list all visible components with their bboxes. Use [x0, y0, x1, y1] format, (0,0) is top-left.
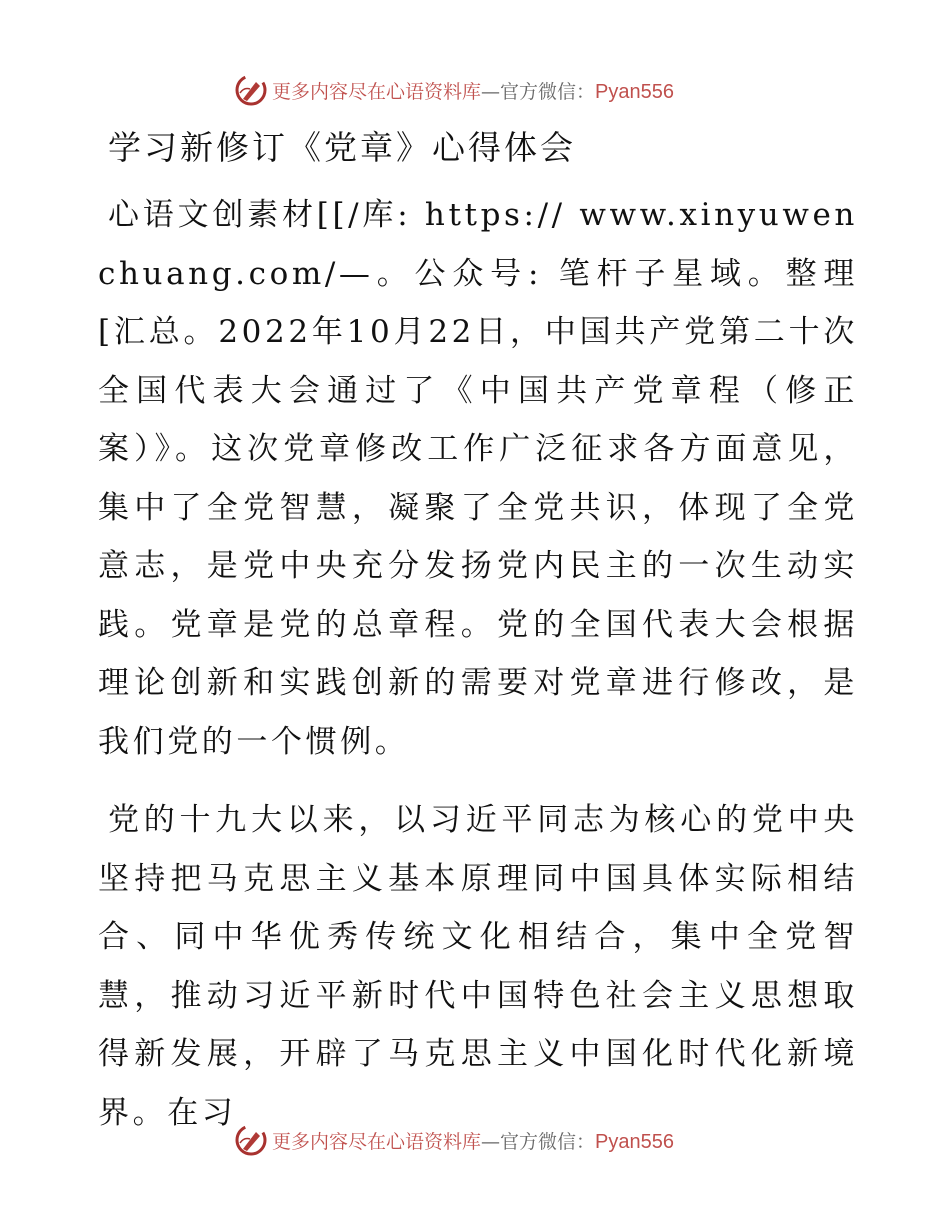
- banner-dash: —: [481, 80, 501, 103]
- paragraph-2: 党的十九大以来，以习近平同志为核心的党中央坚持把马克思主义基本原理同中国具体实际相结合、同中华优秀传统文化相结合，集中全党智慧，推动习近平新时代中国特色社会主义思想取得新发展，开辟了马克思主义中国化时代化新境界。在习: [98, 802, 858, 1131]
- banner-site-text: 更多内容尽在心语资料库: [272, 1130, 482, 1153]
- banner-wechat-label: 官方微信：: [500, 80, 596, 103]
- banner-site-text: 更多内容尽在心语资料库: [272, 80, 482, 103]
- quill-pen-logo-icon: [234, 73, 268, 107]
- footer-banner: [234, 1120, 674, 1160]
- banner-dash: —: [481, 1130, 501, 1153]
- banner-wechat-id: Pyan556: [595, 80, 674, 103]
- header-banner: [234, 70, 674, 110]
- banner-wechat-label: 官方微信：: [500, 1130, 596, 1153]
- document-title: 学习新修订《党章》心得体会: [108, 128, 576, 167]
- banner-wechat-id: Pyan556: [595, 1130, 674, 1153]
- quill-pen-logo-icon: [234, 1123, 268, 1157]
- document-body: [98, 118, 858, 1142]
- paragraph-1: 心语文创素材[[/库: https:// www.xinyuwenchuang.com/—。公众号: 笔杆子星域。整理[汇总。2022年10月22日，中国共产党第二十次全国代表大会通过了《中国共产党章程（修正案）》。这次党章修改工作广泛征求各方面意见，集中了全党智慧，凝聚了全党共识，体现了全党意志，是党中央充分发扬党内民主的一次生动实践。党章是党的总章程。党的全国代表大会根据理论创新和实践创新的需要对党章进行修改，是我们党的一个惯例。: [98, 197, 858, 760]
